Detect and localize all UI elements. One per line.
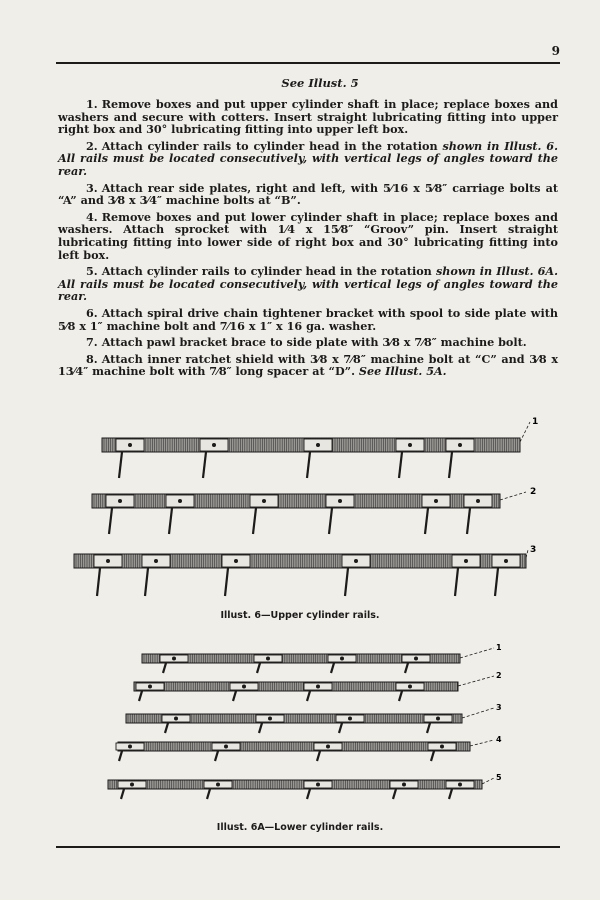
lower-rail-1 <box>142 648 494 673</box>
upper-rail-label-2: 2 <box>530 487 537 497</box>
lower-rail-2 <box>134 676 494 701</box>
step-8: 8. Attach inner ratchet shield with 3⁄8 x 7⁄8″ machine bolt at “C” and 3⁄8 x 13⁄4″ machine bolt with 7⁄8″ long spacer at “D”. See Illust. 5A. <box>58 351 558 379</box>
upper-rail-1 <box>102 422 530 478</box>
page-number: 9 <box>551 44 560 58</box>
lower-rail-3 <box>126 708 494 733</box>
step-5: 5. Attach cylinder rails to cylinder head in the rotation shown in Illust. 6A. All rails must be located consecutively, with vertical legs of angles toward the rear. <box>58 264 558 304</box>
lower-rail-4 <box>116 740 494 761</box>
lower-rail-label-4: 4 <box>496 735 502 744</box>
upper-rail-3 <box>74 550 528 596</box>
lower-rail-label-3: 3 <box>496 703 502 712</box>
step-2: 2. Attach cylinder rails to cylinder head in the rotation shown in Illust. 6. All rails must be located consecutively, with vertical legs of angles toward the rear. <box>58 138 558 178</box>
section-heading: See Illust. 5 <box>281 76 359 90</box>
lower-rail-label-1: 1 <box>496 643 502 652</box>
step-3: 3. Attach rear side plates, right and left, with 5⁄16 x 5⁄8″ carriage bolts at “A” and 3⁄8 x 3⁄4″ machine bolts at “B”. <box>58 180 558 208</box>
lower-rail-5 <box>108 778 494 799</box>
upper-rail-label-3: 3 <box>530 545 537 555</box>
step-4: 4. Remove boxes and put lower cylinder shaft in place; replace boxes and washers. Attach sprocket with 1⁄4 x 15⁄8″ “Groov” pin. Insert straight lubricating fitting into lower side of right box and 30° lubricating fitting into left box. <box>58 209 558 262</box>
instruction-list <box>58 98 558 382</box>
lower-cylinder-rails-illustration <box>0 638 600 808</box>
upper-rails-caption: Illust. 6—Upper cylinder rails. <box>220 610 380 621</box>
bottom-rule <box>56 846 560 848</box>
step-1: 1. Remove boxes and put upper cylinder shaft in place; replace boxes and washers and secure with cotters. Insert straight lubricating fitting into upper right box and 30° lubricating fitting into upper left box. <box>58 97 558 137</box>
lower-rails-caption: Illust. 6A—Lower cylinder rails. <box>216 822 384 833</box>
upper-rail-2 <box>92 492 526 534</box>
upper-rail-label-1: 1 <box>532 417 539 427</box>
step-6: 6. Attach spiral drive chain tightener bracket with spool to side plate with 5⁄8 x 1″ machine bolt and 7⁄16 x 1″ x 16 ga. washer. <box>58 305 558 333</box>
lower-rail-label-5: 5 <box>496 773 502 782</box>
lower-rail-label-2: 2 <box>496 671 502 680</box>
top-rule <box>56 62 560 64</box>
upper-cylinder-rails-illustration <box>0 408 600 608</box>
step-7: 7. Attach pawl bracket brace to side plate with 3⁄8 x 7⁄8″ machine bolt. <box>86 335 527 350</box>
